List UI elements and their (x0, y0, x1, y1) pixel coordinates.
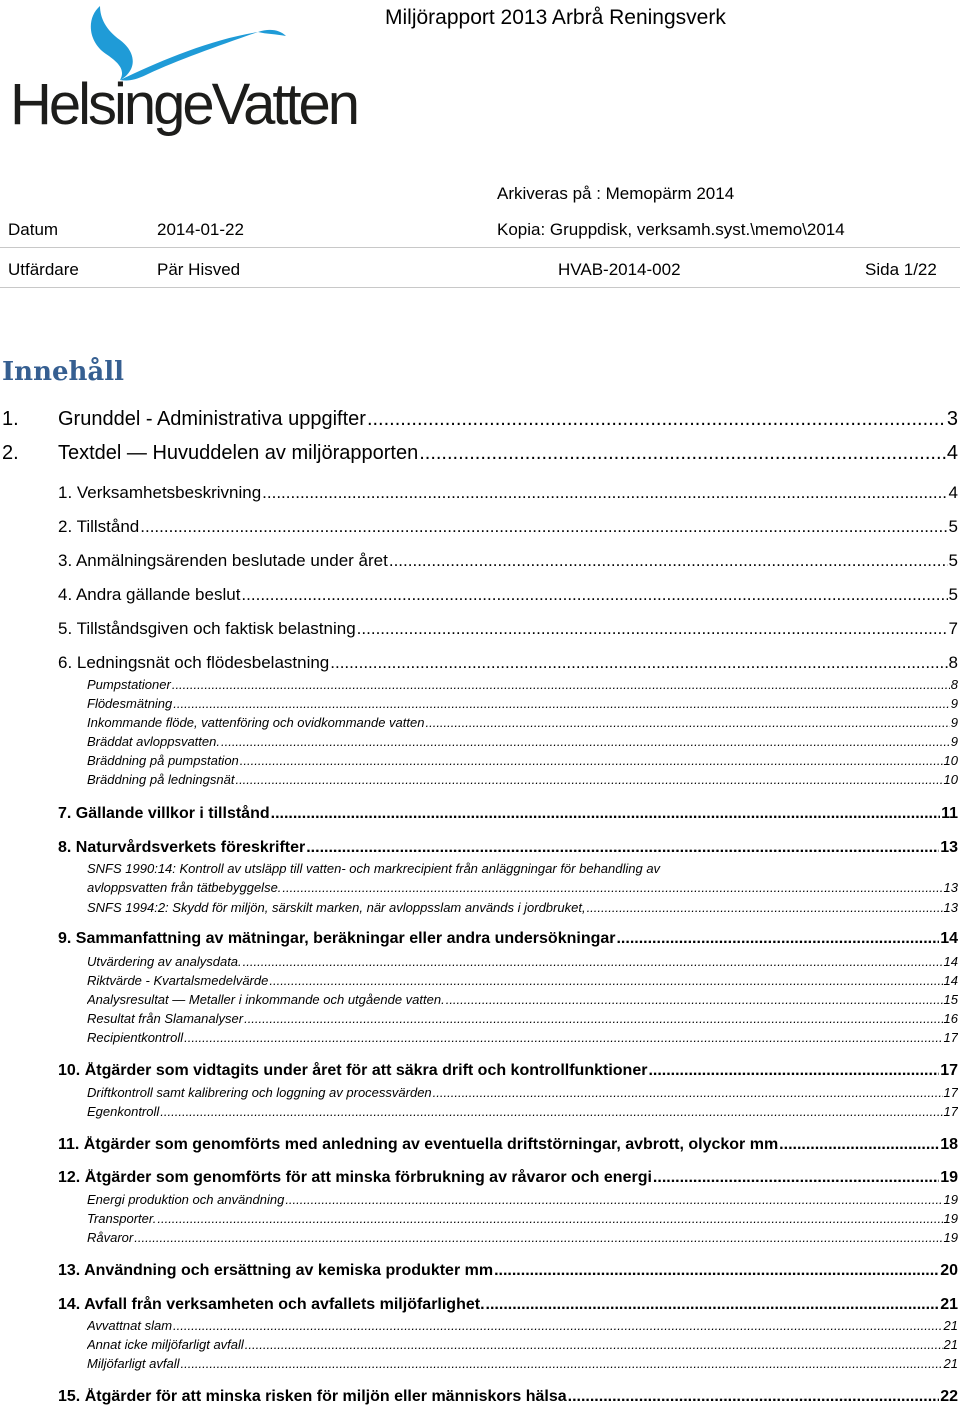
toc-subentry[interactable] (87, 1030, 958, 1045)
toc-entry[interactable] (2, 442, 958, 465)
toc-entry-page: 21 (943, 1337, 958, 1352)
toc-entry-page: 21 (940, 1296, 958, 1313)
toc-subentry[interactable] (87, 677, 958, 692)
toc-entry-label: Miljöfarligt avfall (87, 1356, 180, 1371)
toc-entry-label: Driftkontroll samt kalibrering och loggning av processvärden (87, 1085, 432, 1100)
toc-subentry-line[interactable]: SNFS 1990:14: Kontroll av utsläpp till vatten- och markrecipient från anläggningar för behandling av (87, 861, 661, 876)
toc-entry-label: 14. Avfall från verksamheten och avfallets miljöfarlighet. (58, 1296, 485, 1313)
toc-entry[interactable] (58, 517, 958, 537)
toc-leader (616, 930, 939, 948)
toc-entry[interactable] (58, 1169, 958, 1187)
toc-entry-label: Pumpstationer (87, 677, 171, 692)
helsingevatten-logo (8, 0, 358, 150)
toc-entry[interactable] (58, 930, 958, 948)
toc-subentry[interactable] (87, 734, 958, 749)
toc-leader (433, 1085, 943, 1100)
toc-entry-label: Analysresultat — Metaller i inkommande och utgående vatten. (87, 992, 445, 1007)
toc-entry-label: Textdel — Huvuddelen av miljörapporten (58, 442, 419, 464)
toc-entry[interactable] (58, 1062, 958, 1080)
toc-leader (494, 1262, 939, 1280)
toc-entry-page: 20 (940, 1262, 958, 1279)
toc-leader (180, 1356, 942, 1371)
toc-entry-label: Bräddning på ledningsnät (87, 772, 235, 787)
toc-subentry[interactable] (87, 992, 958, 1007)
toc-entry-label: 12. Åtgärder som genomförts för att minska förbrukning av råvaror och energi (58, 1169, 652, 1186)
toc-subentry[interactable] (87, 1192, 958, 1207)
toc-entry-page: 5 (948, 585, 958, 604)
toc-entry-label: SNFS 1994:2: Skydd för miljön, särskilt marken, när avloppsslam används i jordbruket, (87, 900, 586, 915)
toc-entry-label: Transporter. (87, 1211, 157, 1226)
toc-leader (357, 619, 948, 639)
toc-entry-page: 11 (941, 805, 958, 822)
toc-leader (568, 1388, 940, 1406)
toc-leader (173, 696, 949, 711)
toc-leader (653, 1169, 939, 1187)
toc-entry[interactable] (58, 619, 958, 639)
toc-entry-page: 13 (943, 880, 958, 895)
toc-leader (157, 1211, 942, 1226)
toc-leader (282, 880, 942, 895)
toc-entry[interactable] (58, 839, 958, 857)
toc-subentry[interactable] (87, 954, 958, 969)
toc-leader (244, 1011, 942, 1026)
toc-subentry[interactable] (87, 900, 958, 915)
toc-entry-label: Energi produktion och användning (87, 1192, 285, 1207)
toc-entry-page: 10 (943, 753, 958, 768)
toc-leader (306, 839, 939, 857)
toc-leader (389, 551, 948, 571)
toc-entry-label: Egenkontroll (87, 1104, 160, 1119)
toc-leader (269, 973, 942, 988)
toc-entry-label: Utvärdering av analysdata. (87, 954, 242, 969)
toc-entry-label: 10. Åtgärder som vidtagits under året för att säkra drift och kontrollfunktioner (58, 1062, 648, 1079)
date-value: 2014-01-22 (157, 220, 244, 239)
toc-entry-label: Recipientkontroll (87, 1030, 184, 1045)
toc-leader (240, 753, 943, 768)
toc-entry-label: Råvaror (87, 1230, 134, 1245)
toc-leader (241, 585, 947, 605)
toc-entry-page: 19 (943, 1192, 958, 1207)
toc-entry-number: 1. (2, 408, 19, 430)
toc-entry-page: 9 (950, 715, 958, 730)
toc-subentry[interactable] (87, 753, 958, 768)
header-divider (0, 247, 960, 248)
toc-subentry[interactable] (87, 1104, 958, 1119)
toc-entry-page: 21 (943, 1318, 958, 1333)
toc-leader (419, 442, 946, 465)
toc-entry-page: 16 (943, 1011, 958, 1026)
toc-leader (140, 517, 947, 537)
toc-entry-label: Inkommande flöde, vattenföring och ovidkommande vatten (87, 715, 425, 730)
toc-subentry[interactable] (87, 772, 958, 787)
toc-leader (173, 1318, 943, 1333)
toc-entry-page: 14 (940, 930, 958, 947)
toc-leader (648, 1062, 939, 1080)
toc-entry-label: Resultat från Slamanalyser (87, 1011, 244, 1026)
toc-entry-page: 15 (943, 992, 958, 1007)
toc-entry-number: 2. (2, 442, 19, 464)
toc-entry-page: 5 (948, 551, 958, 570)
header-divider (0, 287, 960, 288)
toc-heading: Innehåll (2, 357, 125, 387)
toc-entry-page: 19 (943, 1230, 958, 1245)
toc-entry-label: Grunddel - Administrativa uppgifter (58, 408, 366, 430)
toc-leader (779, 1136, 939, 1154)
toc-leader (235, 772, 942, 787)
toc-entry-label: 13. Användning och ersättning av kemiska produkter mm (58, 1262, 494, 1279)
toc-entry-label: 2. Tillstånd (58, 517, 140, 536)
toc-entry-label: 11. Åtgärder som genomförts med anledning av eventuella driftstörningar, avbrott, olyckor mm (58, 1136, 779, 1153)
reference-number: HVAB-2014-002 (558, 260, 681, 279)
toc-leader (184, 1030, 942, 1045)
toc-subentry[interactable] (87, 1230, 958, 1245)
toc-entry-label: 9. Sammanfattning av mätningar, beräkningar eller andra undersökningar (58, 930, 616, 947)
toc-leader (285, 1192, 942, 1207)
toc-leader (221, 734, 950, 749)
toc-entry-label: Bräddning på pumpstation (87, 753, 239, 768)
toc-entry-page: 9 (950, 696, 958, 711)
issuer-value: Pär Hisved (157, 260, 241, 279)
toc-entry-page: 21 (943, 1356, 958, 1371)
toc-entry-page: 17 (943, 1030, 958, 1045)
toc-entry-page: 8 (950, 677, 958, 692)
toc-entry-label: 15. Åtgärder för att minska risken för miljön eller människors hälsa (58, 1388, 567, 1405)
document-title: Miljörapport 2013 Arbrå Reningsverk (385, 6, 726, 29)
toc-subentry[interactable] (87, 1211, 958, 1226)
toc-subentry[interactable] (87, 1356, 958, 1371)
toc-leader (425, 715, 949, 730)
toc-entry-label: 3. Anmälningsärenden beslutade under året (58, 551, 388, 570)
toc-subentry[interactable] (87, 1011, 958, 1026)
toc-entry-label: Annat icke miljöfarligt avfall (87, 1337, 244, 1352)
toc-entry-page: 4 (948, 483, 958, 502)
toc-subentry[interactable] (87, 973, 958, 988)
toc-entry-page: 17 (943, 1104, 958, 1119)
toc-entry-page: 14 (943, 954, 958, 969)
toc-entry[interactable] (58, 1136, 958, 1154)
toc-entry[interactable] (58, 483, 958, 503)
toc-entry[interactable] (58, 585, 958, 605)
issuer-label: Utfärdare (8, 260, 79, 279)
toc-subentry[interactable] (87, 715, 958, 730)
toc-entry-page: 4 (946, 442, 958, 464)
toc-leader (262, 483, 947, 503)
toc-leader (330, 653, 947, 673)
toc-entry-page: 19 (940, 1169, 958, 1186)
toc-entry[interactable] (2, 408, 958, 431)
toc-entry-page: 5 (948, 517, 958, 536)
toc-entry[interactable] (58, 1296, 958, 1314)
copy-info: Kopia: Gruppdisk, verksamh.syst.\memo\2014 (497, 220, 845, 239)
toc-leader (172, 677, 950, 692)
date-label: Datum (8, 220, 59, 239)
toc-entry-label: Bräddat avloppsvatten. (87, 734, 220, 749)
toc-entry[interactable] (58, 1388, 958, 1406)
toc-leader (486, 1296, 940, 1314)
toc-subentry[interactable] (87, 1337, 958, 1352)
toc-leader (367, 408, 946, 431)
toc-entry-label: 6. Ledningsnät och flödesbelastning (58, 653, 330, 672)
toc-entry-label: 1. Verksamhetsbeskrivning (58, 483, 262, 502)
toc-entry-page: 13 (940, 839, 958, 856)
toc-leader (271, 805, 940, 823)
toc-subentry[interactable] (87, 880, 958, 895)
toc-entry-page: 9 (950, 734, 958, 749)
toc-entry-page: 10 (943, 772, 958, 787)
toc-entry-page: 3 (946, 408, 958, 430)
toc-entry-page: 18 (940, 1136, 958, 1153)
toc-leader (160, 1104, 942, 1119)
toc-entry-page: 22 (940, 1388, 958, 1405)
toc-leader (245, 1337, 943, 1352)
logo-wordmark: HelsingeVatten (10, 72, 358, 137)
archive-info: Arkiveras på : Memopärm 2014 (497, 184, 735, 203)
toc-leader (587, 900, 943, 915)
toc-entry-page: 7 (948, 619, 958, 638)
toc-leader (134, 1230, 942, 1245)
toc-leader (446, 992, 943, 1007)
toc-entry-page: 19 (943, 1211, 958, 1226)
toc-leader (243, 954, 943, 969)
toc-entry[interactable] (58, 653, 958, 673)
toc-entry-label: avloppsvatten från tätbebyggelse. (87, 880, 282, 895)
toc-entry-page: 17 (940, 1062, 958, 1079)
page-indicator: Sida 1/22 (865, 260, 937, 279)
toc-entry-page: 8 (948, 653, 958, 672)
toc-entry-label: Flödesmätning (87, 696, 173, 711)
toc-entry-page: 17 (943, 1085, 958, 1100)
toc-entry-label: 7. Gällande villkor i tillstånd (58, 805, 270, 822)
toc-entry-label: Riktvärde - Kvartalsmedelvärde (87, 973, 269, 988)
toc-subentry[interactable] (87, 1318, 958, 1333)
toc-entry-label: Avvattnat slam (87, 1318, 173, 1333)
toc-entry[interactable] (58, 805, 958, 823)
toc-entry-label: 5. Tillståndsgiven och faktisk belastning (58, 619, 356, 638)
toc-entry[interactable] (58, 1262, 958, 1280)
toc-entry[interactable] (58, 551, 958, 571)
toc-subentry[interactable] (87, 696, 958, 711)
toc-entry-label: 8. Naturvårdsverkets föreskrifter (58, 839, 306, 856)
toc-entry-label: 4. Andra gällande beslut (58, 585, 241, 604)
toc-entry-page: 14 (943, 973, 958, 988)
toc-entry-page: 13 (943, 900, 958, 915)
toc-subentry[interactable] (87, 1085, 958, 1100)
